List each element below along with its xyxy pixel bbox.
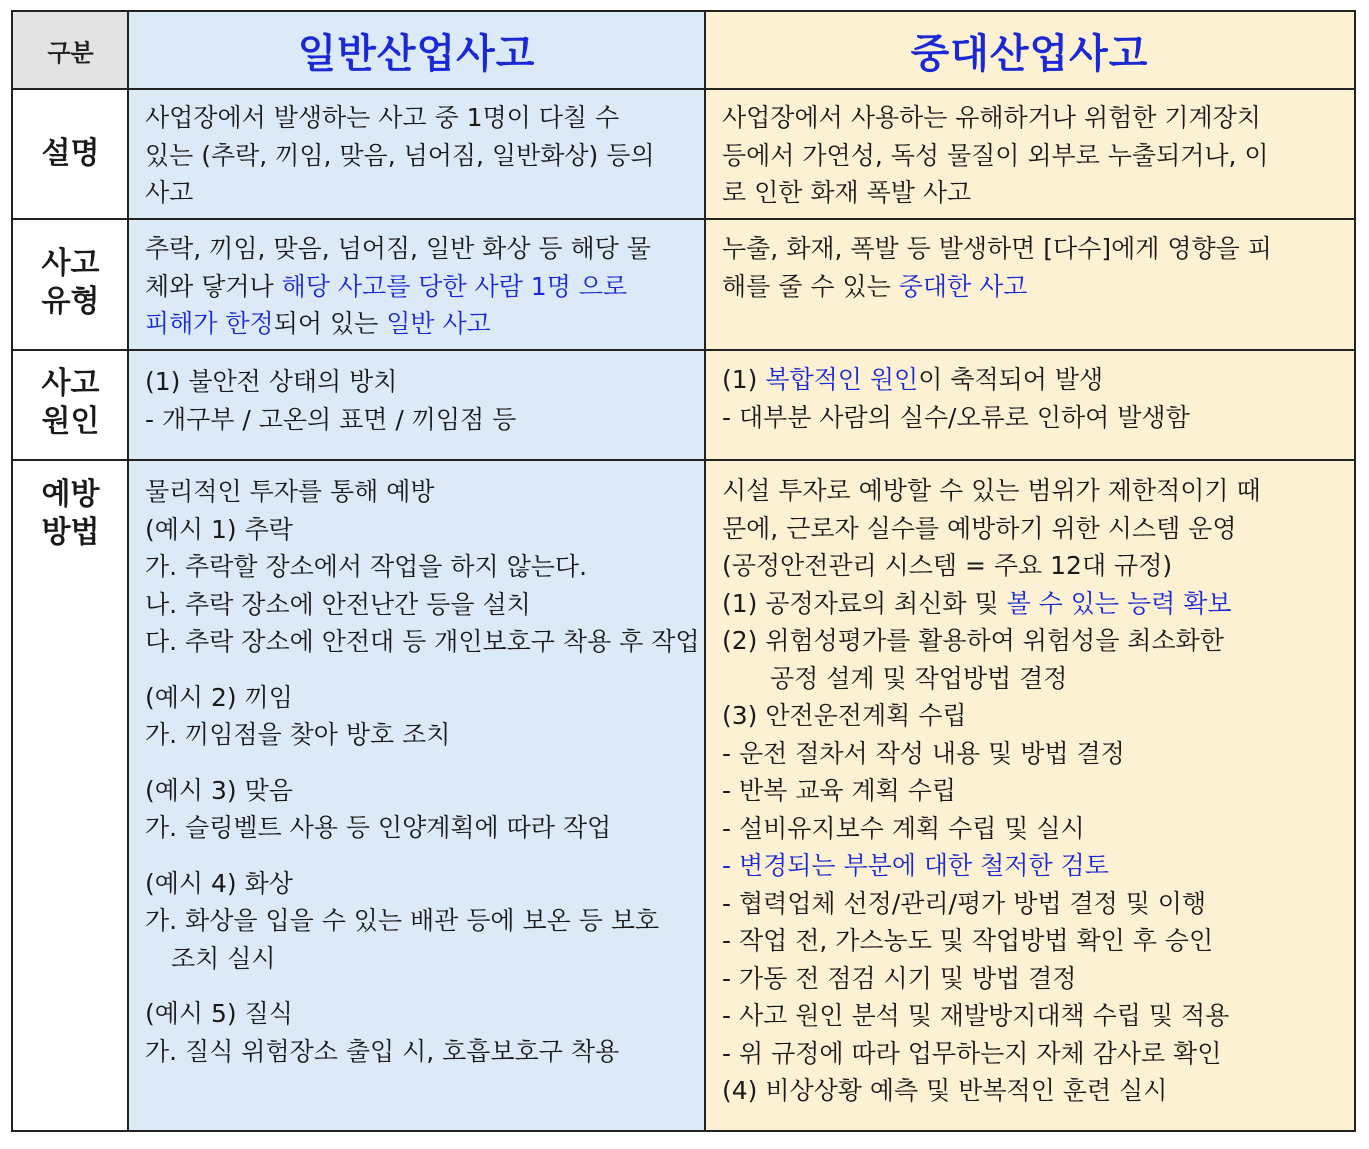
text-line: 체와 닿거나 해당 사고를 당한 사람 1명 으로 [145,271,628,301]
text-line: - 설비유지보수 계획 수립 및 실시 [722,813,1085,843]
description-general-cell [128,89,705,219]
prevention-major-cell [705,460,1354,1130]
text-line: 추락, 끼임, 맞음, 넘어짐, 일반 화상 등 해당 물 [145,234,651,263]
text-line: - 운전 절차서 작성 내용 및 방법 결정 [722,738,1125,768]
text-line: (3) 안전운전계획 수립 [722,701,967,730]
header-category-label: 구분 [47,39,94,67]
text-line: (1) 복합적인 원인이 축적되어 발생 [722,365,1104,394]
text-line: (공정안전관리 시스템 = 주요 12대 규정) [722,551,1173,580]
text-line: 있는 (추락, 끼임, 맞음, 넘어짐, 일반화상) 등의 [145,140,655,170]
header-major-cell [705,12,1354,89]
major-accident-title: 중대산업사고 [910,31,1149,77]
example-title: (예시 2) 끼임 [145,682,293,712]
text-line: 피해가 한정되어 있는 일반 사고 [145,309,491,338]
column-divider [127,12,129,1130]
row-divider [13,459,1354,461]
text-line: 등에서 가연성, 독성 물질이 외부로 누출되거나, 이 [722,140,1269,170]
text-line: 사업장에서 사용하는 유해하거나 위험한 기계장치 [722,103,1261,132]
text-line: - 협력업체 선정/관리/평가 방법 결정 및 이행 [722,888,1207,918]
accident-cause-general-cell [128,350,705,460]
example-title: (예시 3) 맞음 [145,775,293,805]
text-line: 사고 [145,178,194,207]
row-label-description [13,89,128,219]
text-line: 시설 투자로 예방할 수 있는 범위가 제한적이기 때 [722,476,1261,505]
comparison-table [11,10,1356,1132]
text-line: 가. 화상을 입을 수 있는 배관 등에 보온 등 보호 [145,906,660,935]
header-category-cell [13,12,128,89]
text-line: - 위 규정에 따라 업무하는지 자체 감사로 확인 [722,1038,1222,1068]
text-line: 해를 줄 수 있는 중대한 사고 [722,271,1028,301]
text-line: - 대부분 사람의 실수/오류로 인하여 발생함 [722,402,1190,432]
text-line: (1) 공정자료의 최신화 및 볼 수 있는 능력 확보 [722,588,1232,618]
text-line: - 작업 전, 가스농도 및 작업방법 확인 후 승인 [722,926,1214,955]
row-divider [13,88,1354,90]
label-line: 유형 [41,284,100,319]
text-line: (4) 비상상황 예측 및 반복적인 훈련 실시 [722,1076,1168,1105]
text-line: 공정 설계 및 작업방법 결정 [770,663,1068,693]
example-title: (예시 4) 화상 [145,868,293,898]
accident-type-major-cell [705,219,1354,350]
label-line: 예방 [41,477,100,512]
text-line: 가. 질식 위험장소 출입 시, 호흡보호구 착용 [145,1036,620,1066]
label-line: 사고 [41,246,100,281]
row-label-accident-type [13,219,128,350]
row-divider [13,218,1354,220]
text-line: 조치 실시 [171,943,276,973]
general-accident-title: 일반산업사고 [297,31,536,77]
text-line: 사업장에서 발생하는 사고 중 1명이 다칠 수 [145,103,620,132]
example-title: (예시 1) 추락 [145,514,293,544]
text-line: 가. 슬링벨트 사용 등 인양계획에 따라 작업 [145,813,612,842]
text-line: 물리적인 투자를 통해 예방 [145,477,435,506]
accident-cause-major-cell [705,350,1354,460]
description-major-cell [705,89,1354,219]
accident-cause-label [13,365,128,441]
text-line-highlight: - 변경되는 부분에 대한 철저한 검토 [722,851,1109,880]
label-line: 원인 [41,404,100,439]
text-line: 문에, 근로자 실수를 예방하기 위한 시스템 운영 [722,513,1237,543]
row-label-prevention [13,460,128,1130]
header-general-cell [128,12,705,89]
prevention-general-cell [128,460,705,1130]
text-line: 누출, 화재, 폭발 등 발생하면 [다수]에게 영향을 피 [722,234,1272,263]
label-line: 사고 [41,366,100,401]
text-line: 다. 추락 장소에 안전대 등 개인보호구 착용 후 작업 [145,627,700,656]
example-title: (예시 5) 질식 [145,999,293,1028]
prevention-label [13,476,128,552]
text-line: - 가동 전 점검 시기 및 방법 결정 [722,963,1077,993]
accident-type-label [13,245,128,321]
text-line: (1) 불안전 상태의 방치 [145,367,398,396]
row-label-accident-cause [13,350,128,460]
text-line: 나. 추락 장소에 안전난간 등을 설치 [145,589,531,619]
text-line: - 개구부 / 고온의 표면 / 끼임점 등 [145,404,517,434]
row-divider [13,349,1354,351]
description-label: 설명 [41,136,100,171]
column-divider [704,12,706,1130]
text-line: 가. 추락할 장소에서 작업을 하지 않는다. [145,552,588,581]
text-line: - 반복 교육 계획 수립 [722,776,957,805]
text-line: (2) 위험성평가를 활용하여 위험성을 최소화한 [722,626,1224,655]
accident-type-general-cell [128,219,705,350]
text-line: 가. 끼임점을 찾아 방호 조치 [145,720,451,749]
label-line: 방법 [41,515,100,550]
text-line: - 사고 원인 분석 및 재발방지대책 수립 및 적용 [722,1001,1230,1030]
text-line: 로 인한 화재 폭발 사고 [722,178,972,207]
